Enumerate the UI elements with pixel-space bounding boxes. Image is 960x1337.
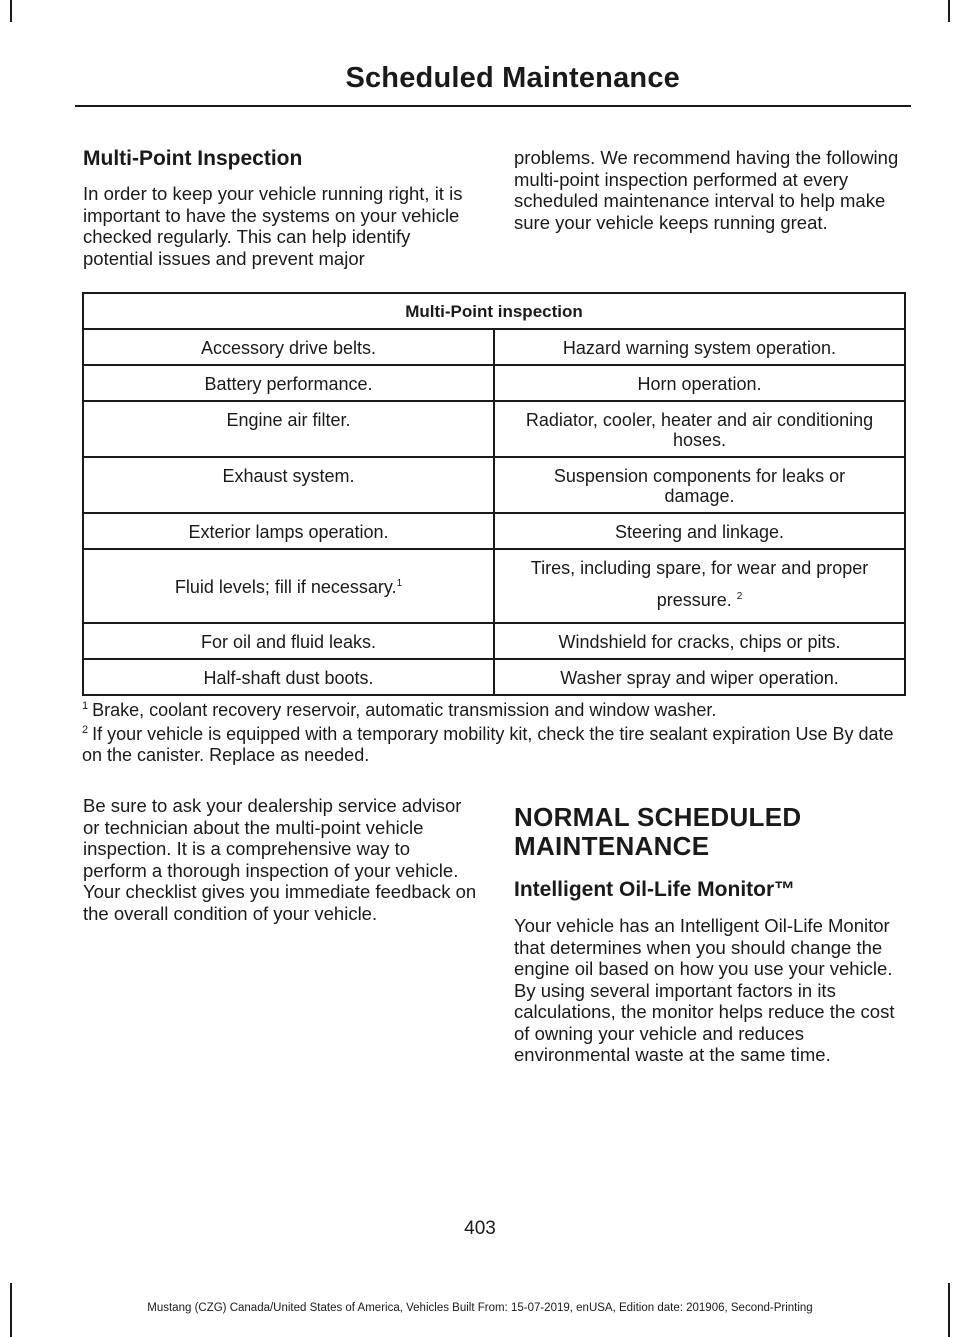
intro-right-column: [514, 147, 909, 233]
footnote-text: Brake, coolant recovery reservoir, automatic transmission and window washer.: [92, 700, 717, 720]
table-cell: Engine air filter.: [83, 401, 494, 457]
checklist-paragraph: Be sure to ask your dealership service advisor or technician about the multi-point vehicle inspection. It is a comprehensive way to perform a thorough inspection of your vehicle. Your checklist gives you immediate feedback on the overall condition of your vehicle.: [83, 795, 477, 924]
page-title: Scheduled Maintenance: [345, 62, 680, 94]
title-divider: [75, 105, 911, 107]
intro-left-column: [83, 147, 478, 269]
table-cell: [494, 549, 905, 623]
footnote-ref: 2: [736, 591, 743, 602]
subheading: Intelligent Oil-Life Monitor™: [514, 878, 796, 901]
crop-mark-top-right: [948, 0, 950, 22]
table-row: [83, 549, 905, 623]
footnotes: [82, 700, 912, 769]
table-row: [83, 513, 905, 549]
oil-life-paragraph: Your vehicle has an Intelligent Oil-Life Monitor that determines when you should change the engine oil based on how you use your vehicle. By using several important factors in its calculations, the monitor helps reduce the cost of owning your vehicle and reduces environmental waste at the same time.: [514, 915, 895, 1065]
table-cell-text: Tires, including spare, for wear and proper pressure.: [530, 558, 869, 610]
table-cell: Hazard warning system operation.: [494, 329, 905, 365]
page-footer: Mustang (CZG) Canada/United States of America, Vehicles Built From: 15-07-2019, enUSA, Edition date: 201906, Second-Printing: [147, 1302, 813, 1314]
table-row: [83, 329, 905, 365]
table-cell: For oil and fluid leaks.: [83, 623, 494, 659]
table-row: [83, 401, 905, 457]
section-heading: Multi-Point Inspection: [83, 147, 303, 170]
footnote-number: 2: [82, 724, 89, 736]
table-cell: [83, 549, 494, 623]
table-cell: Exterior lamps operation.: [83, 513, 494, 549]
table-row: [83, 457, 905, 513]
crop-mark-top-left: [10, 0, 12, 22]
table-cell: Exhaust system.: [83, 457, 494, 513]
checklist-column: [83, 795, 478, 924]
table-cell: Accessory drive belts.: [83, 329, 494, 365]
footnote: [82, 700, 912, 721]
footnote-text: If your vehicle is equipped with a temporary mobility kit, check the tire sealant expiration Use By date on the canister. Replace as needed.: [82, 724, 894, 765]
table-cell: Battery performance.: [83, 365, 494, 401]
intro-paragraph: In order to keep your vehicle running right, it is important to have the systems on your vehicle checked regularly. This can help identify potential issues and prevent major: [83, 183, 463, 269]
footnote-ref: 1: [396, 578, 403, 589]
inspection-table: [82, 292, 906, 696]
table-cell: Horn operation.: [494, 365, 905, 401]
intro-paragraph-continued: problems. We recommend having the following multi-point inspection performed at every scheduled maintenance interval to help make sure your vehicle keeps running great.: [514, 147, 899, 233]
table-row: [83, 659, 905, 695]
major-heading: NORMAL SCHEDULED MAINTENANCE: [514, 802, 802, 861]
table-cell: Steering and linkage.: [494, 513, 905, 549]
normal-maintenance-column: [514, 803, 909, 1066]
table-title: Multi-Point inspection: [83, 293, 905, 329]
table-row: [83, 623, 905, 659]
table-cell: Windshield for cracks, chips or pits.: [494, 623, 905, 659]
table-cell: Washer spray and wiper operation.: [494, 659, 905, 695]
table-cell: Radiator, cooler, heater and air conditioning hoses.: [494, 401, 905, 457]
footnote-number: 1: [82, 700, 89, 712]
table-cell: Suspension components for leaks or damage.: [494, 457, 905, 513]
footnote: [82, 724, 912, 766]
table-row: [83, 365, 905, 401]
table-cell-text: Fluid levels; fill if necessary.: [174, 577, 397, 597]
table-cell: Half-shaft dust boots.: [83, 659, 494, 695]
page-number: 403: [464, 1218, 496, 1239]
